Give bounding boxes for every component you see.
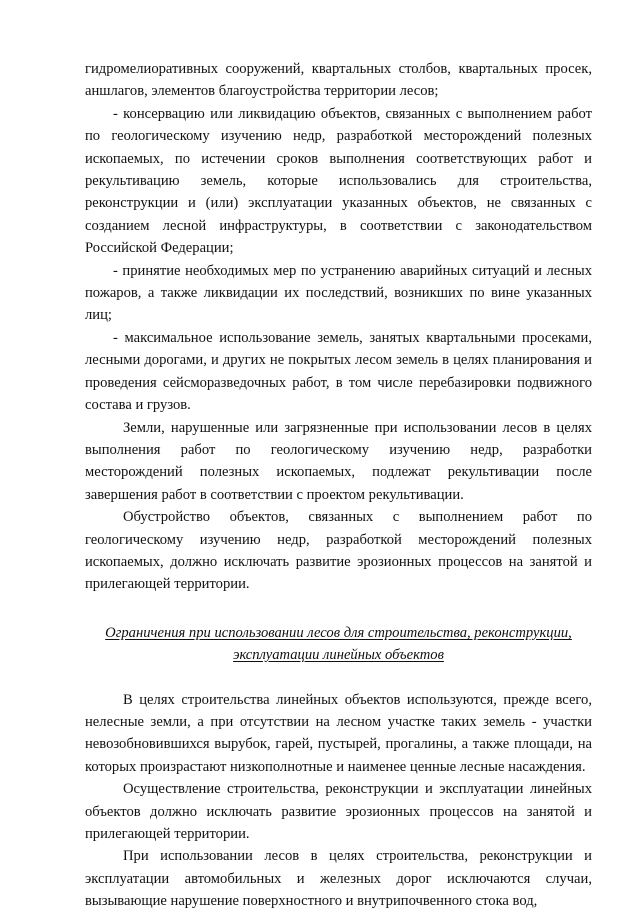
section-heading [85,622,592,667]
list-item: - максимальное использование земель, занятых квартальными просеками, лесными дорогами, и других не покрытых лесом земель в целях планирования и проведения сейсморазведочных работ, в том числе перебазировки подвижного состава и грузов. [85,329,592,414]
section-heading-line-1: Ограничения при использовании лесов для строительства, реконструкции, [105,624,572,641]
paragraph: гидромелиоративных сооружений, квартальных столбов, квартальных просек, аншлагов, элементов благоустройства территории лесов; [85,61,592,100]
list-item: - консервацию или ликвидацию объектов, связанных с выполнением работ по геологическому изучению недр, разработкой месторождений полезных ископаемых, по истечении сроков выполнения соответствующих работ и рекультивацию земель, которые использовались для строительства, реконструкции и (или) эксплуатации указанных объектов, не связанных с созданием лесной инфраструктуры, в соответствии с законодательством Российской Федерации; [85,105,592,257]
section-heading-line-2: эксплуатации линейных объектов [233,647,444,664]
paragraph: Земли, нарушенные или загрязненные при использовании лесов в целях выполнения работ по геологическому изучению недр, разработки месторождений полезных ископаемых, подлежат рекультивации после завершения работ в соответствии с проектом рекультивации. [85,419,592,503]
paragraph: При использовании лесов в целях строительства, реконструкции и эксплуатации автомобильных и железных дорог исключаются случаи, вызывающие нарушение поверхностного и внутрипочвенного стока вод, [85,848,592,910]
paragraph: Осуществление строительства, реконструкции и эксплуатации линейных объектов должно исключать развитие эрозионных процессов на занятой и прилегающей территории. [85,781,592,842]
paragraph: Обустройство объектов, связанных с выполнением работ по геологическому изучению недр, разработкой месторождений полезных ископаемых, должно исключать развитие эрозионных процессов на занятой и прилегающей территории. [85,509,592,593]
list-item: - принятие необходимых мер по устранению аварийных ситуаций и лесных пожаров, а также ликвидации их последствий, возникших по вине указанных лиц; [85,262,592,324]
paragraph: В целях строительства линейных объектов используются, прежде всего, нелесные земли, а при отсутствии на лесном участке таких земель - участки невозобновившихся вырубок, гарей, пустырей, прогалины, а также площади, на которых произрастают низкополнотные и наименее ценные лесные насаждения. [85,691,592,775]
